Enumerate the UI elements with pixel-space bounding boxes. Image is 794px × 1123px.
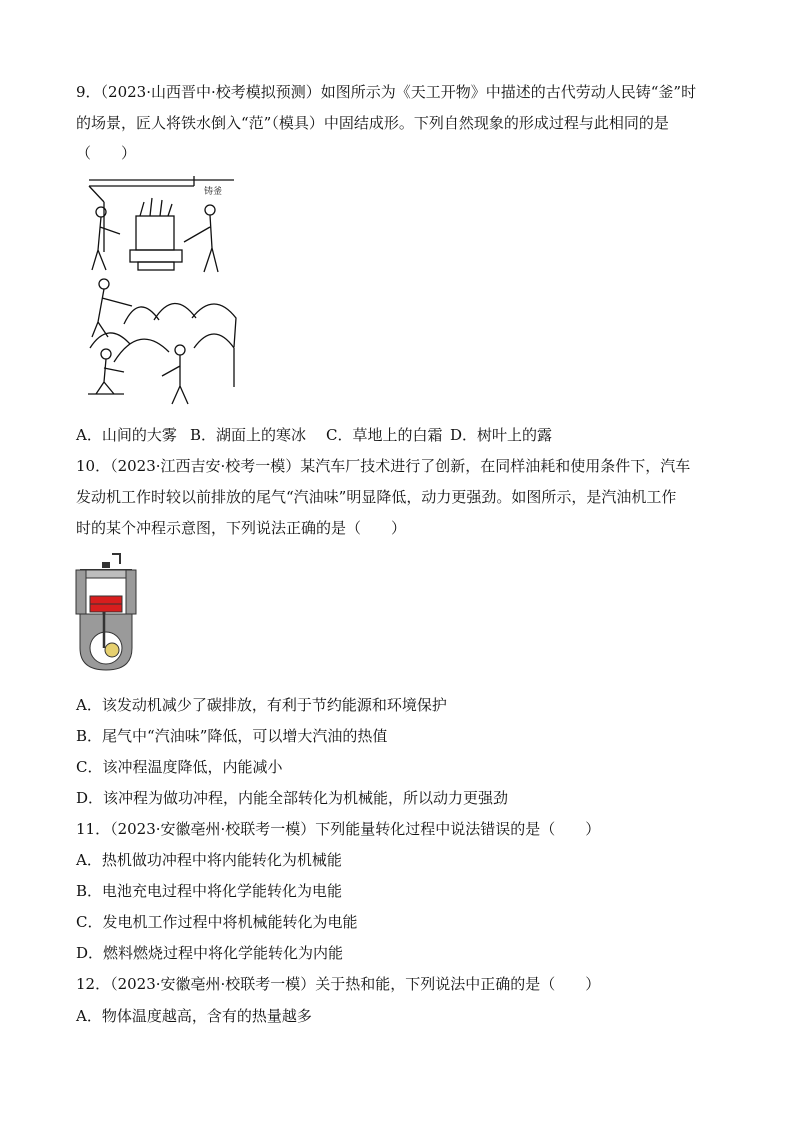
q9-line-3: （ ） (76, 144, 137, 162)
q9-option-a[interactable]: A．山间的大雾 (76, 426, 177, 444)
q11-option-d[interactable]: D．燃料燃烧过程中将化学能转化为内能 (76, 944, 344, 962)
figure-caption: 铸釜 (204, 187, 223, 197)
q9-line-2: 的场景，匠人将铁水倒入“范”（模具）中固结成形。下列自然现象的形成过程与此相同的是 (76, 114, 669, 132)
q12-option-a[interactable]: A．物体温度越高，含有的热量越多 (76, 1007, 312, 1025)
q12-line-1: 12．（2023·安徽亳州·校联考一模）关于热和能，下列说法中正确的是（ ） (76, 975, 601, 993)
q11-line-1: 11．（2023·安徽亳州·校联考一模）下列能量转化过程中说法错误的是（ ） (76, 820, 601, 838)
q9-line-1: 9．（2023·山西晋中·校考模拟预测）如图所示为《天工开物》中描述的古代劳动人民铸“釜”时 (76, 83, 697, 101)
q10-option-d[interactable]: D．该冲程为做功冲程，内能全部转化为机械能，所以动力更强劲 (76, 789, 509, 807)
q10-line-3: 时的某个冲程示意图，下列说法正确的是（ ） (76, 519, 407, 537)
q9-option-b[interactable]: B．湖面上的寒冰 (190, 426, 307, 444)
q10-engine-stroke-diagram (74, 552, 138, 672)
q9-option-d[interactable]: D．树叶上的露 (450, 426, 553, 444)
q11-option-a[interactable]: A．热机做功冲程中将内能转化为机械能 (76, 851, 342, 869)
q10-line-1: 10．（2023·江西吉安·校考一模）某汽车厂技术进行了创新，在同样油耗和使用条件下，汽车 (76, 457, 691, 475)
q9-option-c[interactable]: C．草地上的白霜 (326, 426, 443, 444)
q11-option-c[interactable]: C．发电机工作过程中将机械能转化为电能 (76, 913, 358, 931)
q9-casting-illustration (84, 172, 244, 412)
q10-option-b[interactable]: B．尾气中“汽油味”降低，可以增大汽油的热值 (76, 727, 388, 745)
q10-option-c[interactable]: C．该冲程温度降低，内能减小 (76, 758, 283, 776)
q10-option-a[interactable]: A．该发动机减少了碳排放，有利于节约能源和环境保护 (76, 696, 447, 714)
q11-option-b[interactable]: B．电池充电过程中将化学能转化为电能 (76, 882, 343, 900)
q10-line-2: 发动机工作时较以前排放的尾气“汽油味”明显降低，动力更强劲。如图所示，是汽油机工作 (76, 488, 677, 506)
q9-options (76, 425, 552, 445)
